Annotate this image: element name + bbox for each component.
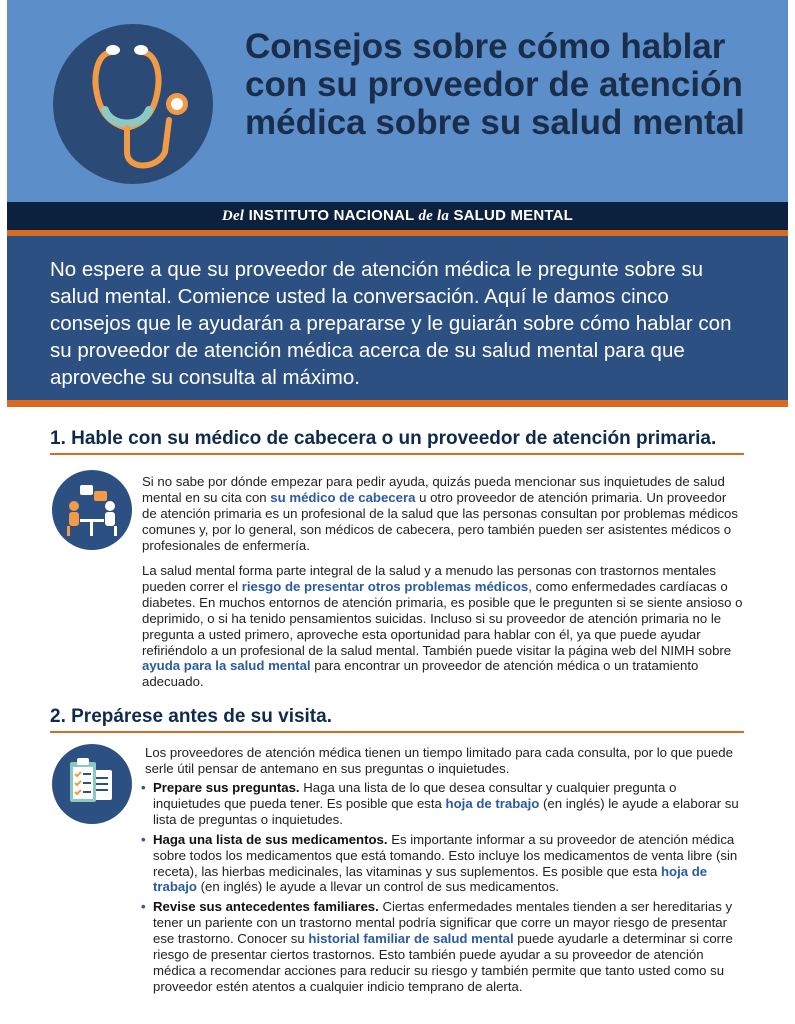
list-item <box>145 832 745 896</box>
section-2-title: 2. Prepárese antes de su visita. <box>50 706 332 727</box>
section-1-rule <box>50 453 744 455</box>
list-item <box>145 780 745 828</box>
link-historial-familiar[interactable]: historial familiar de salud mental <box>308 931 514 947</box>
link-riesgo-problemas[interactable]: riesgo de presentar otros problemas médicos <box>241 578 529 594</box>
publisher-salud: SALUD MENTAL <box>453 207 574 224</box>
publisher-de-la: de la <box>418 208 450 224</box>
section-1-text: , como enfermedades cardíacas o diabetes. En muchos entornos de atención primaria, es posible que le pregunten si se siente ansioso o deprimido, o si ha tenido pensamientos suicidas. Incluso si su proveedor de atención primaria no le pregunta a usted primero, aproveche esta oportunidad para hablar con él, ya que puede ayudar refiriéndolo a un profesional de la salud mental. También puede visitar la página web del NIMH sobre <box>142 578 743 658</box>
section-1-text: u otro proveedor de atención primaria. Un proveedor de atención primaria es un profesional de la salud que las personas consultan por problemas médicos comunes y, por lo general, son médicos de cabecera, pero también pueden ser asistentes médicos o profesionales de enfermería. <box>142 489 738 553</box>
bullet-heading: Prepare sus preguntas. <box>153 780 300 795</box>
bullet-text: Ciertas enfermedades mentales tienden a ser hereditarias y tener un pariente con un trastorno mental podría significar que corre un mayor riesgo de presentar ese trastorno. Conocer su <box>153 899 733 947</box>
section-2-bullet-list <box>145 780 745 999</box>
publisher-institute: INSTITUTO NACIONAL <box>248 207 415 224</box>
header-banner <box>7 0 788 202</box>
stethoscope-icon <box>53 24 213 184</box>
bullet-heading: Revise sus antecedentes familiares. <box>153 899 379 915</box>
section-1-paragraph-2 <box>142 563 744 690</box>
bullet-heading: Haga una lista de sus medicamentos. <box>153 831 388 847</box>
link-medico-cabecera[interactable]: su médico de cabecera <box>270 489 416 505</box>
publisher-banner <box>7 202 788 230</box>
page-title: Consejos sobre cómo hablar con su proveedor de atención médica sobre su salud mental <box>245 27 745 142</box>
bullet-text: (en inglés) le ayude a elaborar su lista de preguntas o inquietudes. <box>153 795 739 827</box>
publisher-del: Del <box>221 208 245 224</box>
link-ayuda-salud-mental[interactable]: ayuda para la salud mental <box>142 658 311 674</box>
section-1-text: para encontrar un proveedor de atención médica o un tratamiento adecuado. <box>142 658 699 690</box>
section-1-paragraph-1 <box>142 474 744 554</box>
bullet-text: Haga una lista de lo que desea consultar y cualquier pregunta o inquietudes que pueda tener. Es posible que esta <box>153 780 677 811</box>
checklist-clipboard-icon <box>52 744 132 824</box>
intro-text: No espere a que su proveedor de atención médica le pregunte sobre su salud mental. Comience usted la conversación. Aquí le damos cinco consejos que le ayudarán a prepararse y le guiarán sobre cómo hablar con su proveedor de atención médica acerca de su salud mental para que aproveche su consulta al máximo. <box>50 258 732 389</box>
bullet-text: puede ayudarle a determinar si corre riesgo de presentar ciertos trastornos. Esto también puede ayudar a su proveedor de atención médica a recomendar acciones para reducir su riesgo y también permite que tanto usted como su proveedor estén atentos a cualquier indicio temprano de alerta. <box>153 931 733 994</box>
section-1-text: La salud mental forma parte integral de la salud y a menudo las personas con trastornos mentales pueden correr el <box>142 563 716 594</box>
doctor-consultation-icon <box>52 470 132 550</box>
orange-divider <box>7 400 788 407</box>
section-2-rule <box>50 731 744 733</box>
list-item <box>145 899 745 994</box>
intro-box <box>7 236 788 400</box>
link-hoja-de-trabajo-preguntas[interactable]: hoja de trabajo <box>445 795 540 811</box>
link-hoja-de-trabajo-medicamentos[interactable]: hoja de trabajo <box>153 863 708 895</box>
bullet-text: Es importante informar a su proveedor de atención médica sobre todos los medicamentos que está tomando. Esto incluye los medicamentos de venta libre (sin receta), las hierbas medicinales, las vitaminas y sus suplementos. Es posible que esta <box>153 831 738 879</box>
section-2-intro: Los proveedores de atención médica tienen un tiempo limitado para cada consulta, por lo que puede serle útil pensar de antemano en sus preguntas o inquietudes. <box>145 745 733 776</box>
section-1-title: 1. Hable con su médico de cabecera o un proveedor de atención primaria. <box>50 428 717 449</box>
section-1-text: Si no sabe por dónde empezar para pedir ayuda, quizás pueda mencionar sus inquietudes de salud mental en su cita con <box>142 474 725 505</box>
bullet-text: (en inglés) le ayude a llevar un control de sus medicamentos. <box>196 879 560 895</box>
